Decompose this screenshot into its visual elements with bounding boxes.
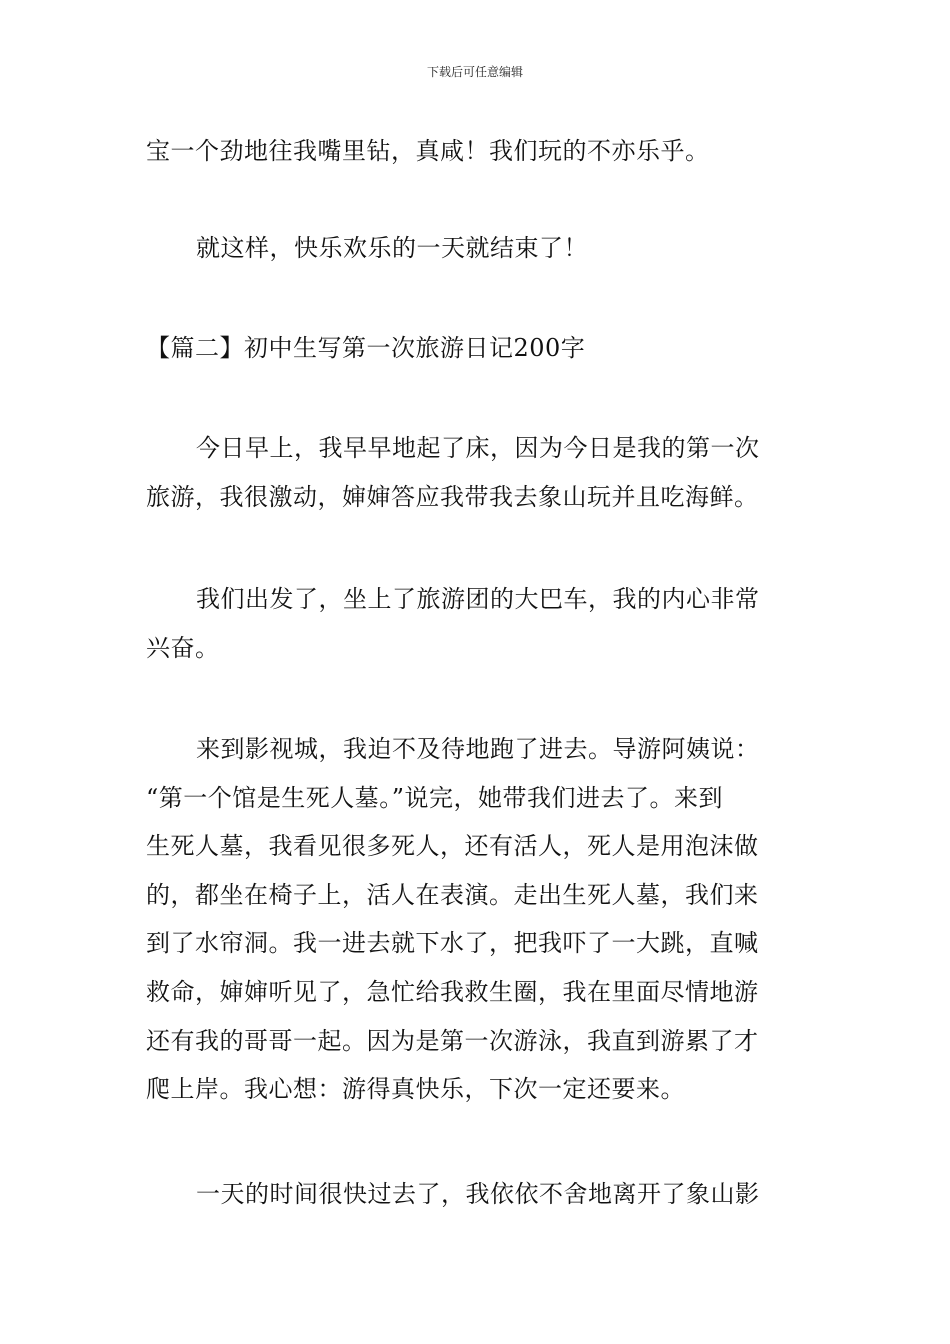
- paragraph-continuation: [146, 127, 811, 176]
- paragraph-morning: [146, 424, 811, 521]
- paragraph-line: 兴奋。: [146, 633, 220, 662]
- paragraph-line: 一天的时间很快过去了，我依依不舍地离开了象山影: [196, 1180, 760, 1208]
- paragraph-leaving: [146, 1170, 811, 1219]
- paragraph-line: “第一个馆是生死人墓。”说完，她带我们进去了。来到: [146, 783, 724, 812]
- header-note: 下载后可任意编辑: [426, 65, 523, 79]
- paragraph-line: 宝一个劲地往我嘴里钻，真咸！我们玩的不亦乐乎。: [146, 137, 710, 165]
- paragraph-line: 旅游，我很激动，婶婶答应我带我去象山玩并且吃海鲜。: [146, 482, 759, 511]
- paragraph-departure: [146, 575, 811, 672]
- paragraph-film-city: [146, 725, 811, 1114]
- paragraph-line: 我们出发了，坐上了旅游团的大巴车，我的内心非常: [196, 585, 760, 613]
- paragraph-line: 今日早上，我早早地起了床，因为今日是我的第一次: [196, 434, 760, 462]
- section-heading: [146, 324, 811, 373]
- paragraph-line: 还有我的哥哥一起。因为是第一次游泳，我直到游累了才: [146, 1026, 759, 1055]
- paragraph-line: 生死人墓，我看见很多死人，还有活人，死人是用泡沫做: [146, 832, 759, 861]
- paragraph-line: 爬上岸。我心想：游得真快乐，下次一定还要来。: [146, 1075, 685, 1104]
- paragraph-line: 就这样，快乐欢乐的一天就结束了！: [196, 234, 588, 262]
- section-heading-text: 【篇二】初中生写第一次旅游日记200字: [146, 334, 586, 362]
- paragraph-line: 到了水帘洞。我一进去就下水了，把我吓了一大跳，直喊: [146, 929, 759, 958]
- paragraph-ending: [146, 224, 811, 273]
- paragraph-line: 来到影视城，我迫不及待地跑了进去。导游阿姨说：: [196, 735, 760, 763]
- paragraph-line: 救命，婶婶听见了，急忙给我救生圈，我在里面尽情地游: [146, 977, 759, 1006]
- paragraph-line: 的，都坐在椅子上，活人在表演。走出生死人墓，我们来: [146, 880, 759, 909]
